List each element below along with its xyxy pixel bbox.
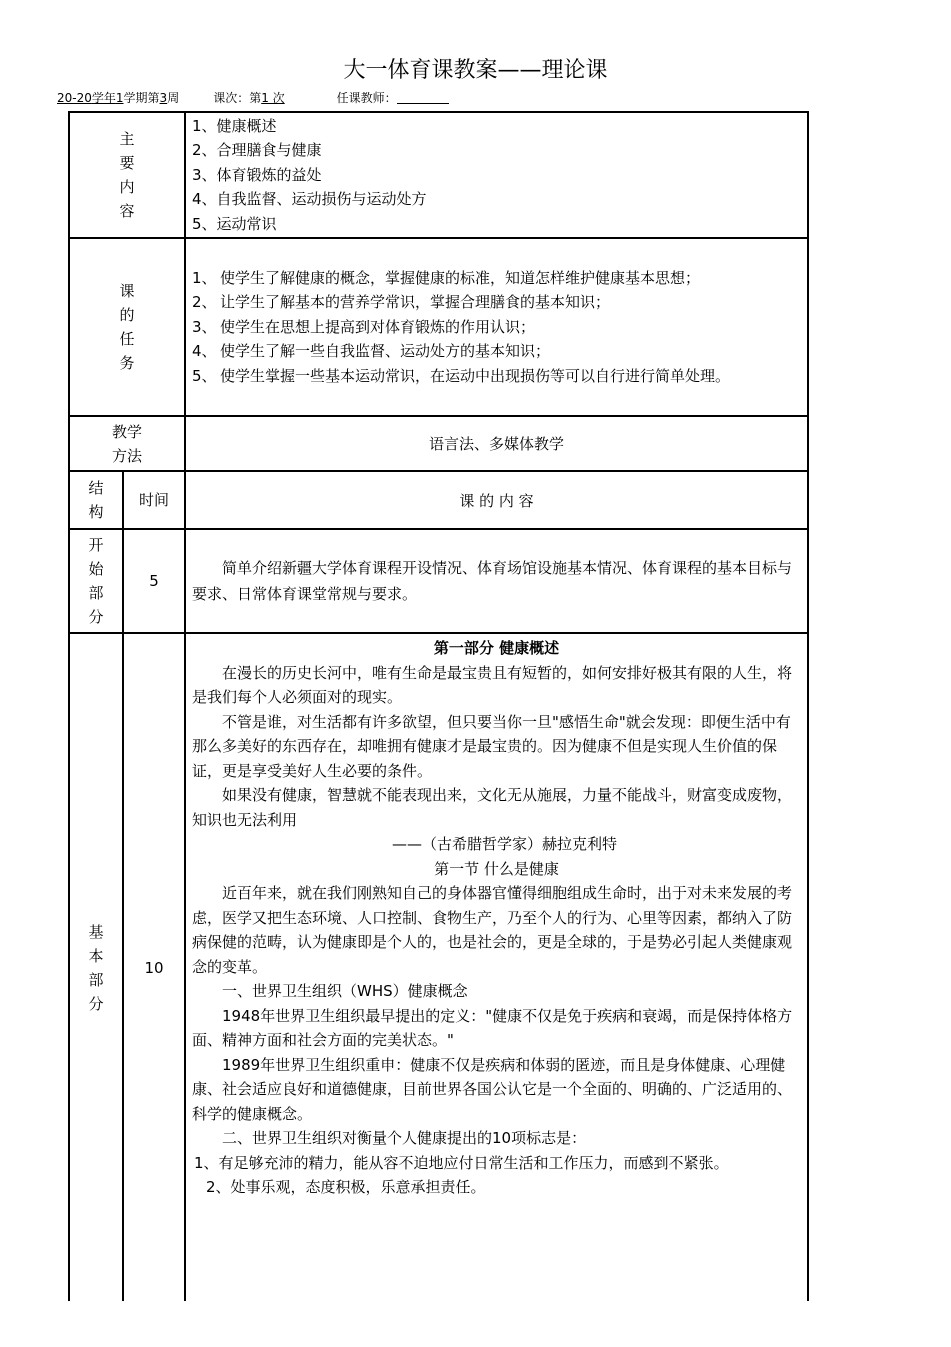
list-item: 2、合理膳食与健康 bbox=[192, 141, 322, 160]
part-heading: 第一部分 健康概述 bbox=[433, 639, 560, 657]
main-content-row bbox=[69, 112, 808, 238]
section-heading: 第一节 什么是健康 bbox=[434, 859, 559, 878]
method-value: 语言法、多媒体教学 bbox=[185, 416, 808, 471]
basic-row bbox=[69, 633, 808, 1301]
basic-time: 10 bbox=[123, 633, 185, 1301]
document-title: 大一体育课教案——理论课 bbox=[343, 58, 608, 83]
paragraph: 1948年世界卫生组织最早提出的定义："健康不仅是免于疾病和衰竭，而是保持体格方面、精神方面和社会方面的完美状态。" bbox=[192, 1006, 793, 1049]
paragraph: 近百年来，就在我们刚熟知自己的身体器官懂得细胞组成生命时，出于对未来发展的考虑，医学又把生态环境、人口控制、食物生产，乃至个人的行为、心里等因素，都纳入了防病保健的范畴，认为健康即是个人的，也是社会的，更是全球的，于是势必引起人类健康观念的变革。 bbox=[192, 884, 793, 976]
semester-number: 1 bbox=[115, 91, 124, 105]
list-item: 5、 使学生掌握一些基本运动常识，在运动中出现损伤等可以自行进行简单处理。 bbox=[192, 366, 731, 385]
basic-content bbox=[185, 633, 808, 1301]
paragraph: 如果没有健康，智慧就不能表现出来，文化无从施展，力量不能战斗，财富变成废物，知识也无法利用 bbox=[192, 786, 793, 829]
structure-header: 结 构 bbox=[69, 471, 123, 529]
opening-label: 开 始 部 分 bbox=[69, 529, 123, 633]
list-item: 1、 使学生了解健康的概念，掌握健康的标准，知道怎样维护健康基本思想； bbox=[192, 268, 701, 287]
school-year-suffix: 学年 bbox=[91, 91, 116, 105]
paragraph: 一、世界卫生组织（WHS）健康概念 bbox=[222, 982, 468, 1000]
tasks-list bbox=[185, 238, 808, 416]
list-item: 4、 使学生了解一些自我监督、运动处方的基本知识； bbox=[192, 342, 551, 361]
lesson-plan-table bbox=[68, 111, 809, 1301]
tasks-row bbox=[69, 238, 808, 416]
method-label: 教学 方法 bbox=[69, 416, 185, 471]
list-item: 3、体育锻炼的益处 bbox=[192, 165, 322, 184]
header-row bbox=[69, 471, 808, 529]
method-row bbox=[69, 416, 808, 471]
list-item: 2、 让学生了解基本的营养学常识，掌握合理膳食的基本知识； bbox=[192, 293, 611, 312]
list-item: 4、自我监督、运动损伤与运动处方 bbox=[192, 190, 427, 209]
paragraph: 在漫长的历史长河中，唯有生命是最宝贵且有短暂的，如何安排好极其有限的人生，将是我们每个人必须面对的现实。 bbox=[192, 663, 793, 706]
main-content-label: 主 要 内 容 bbox=[69, 112, 185, 238]
basic-label: 基 本 部 分 bbox=[69, 633, 123, 1301]
opening-time: 5 bbox=[123, 529, 185, 633]
teacher-blank bbox=[397, 103, 449, 104]
paragraph: 1、有足够充沛的精力，能从容不迫地应付日常生活和工作压力，而感到不紧张。 bbox=[194, 1153, 729, 1172]
lesson-meta bbox=[57, 90, 449, 106]
week-suffix: 周 bbox=[167, 91, 180, 105]
paragraph: 2、处事乐观，态度积极，乐意承担责任。 bbox=[206, 1178, 486, 1196]
paragraph: 不管是谁，对生活都有许多欲望，但只要当你一旦"感悟生命"就会发现：即便生活中有那么多美好的东西存在，却唯拥有健康才是最宝贵的。因为健康不但是实现人生价值的保证，更是享受美好人生必要的条件。 bbox=[192, 712, 791, 780]
semester-suffix: 学期第 bbox=[123, 91, 160, 105]
opening-row bbox=[69, 529, 808, 633]
lesson-label: 课次：第 bbox=[213, 91, 262, 105]
paragraph: 二、世界卫生组织对衡量个人健康提出的10项标志是： bbox=[222, 1129, 587, 1147]
quote-attribution: ——（古希腊哲学家）赫拉克利特 bbox=[392, 835, 618, 853]
paragraph: 1989年世界卫生组织重申：健康不仅是疾病和体弱的匿迹，而且是身体健康、心理健康、社会适应良好和道德健康，目前世界各国公认它是一个全面的、明确的、广泛适用的、科学的健康概念。 bbox=[192, 1055, 793, 1123]
tasks-label: 课 的 任 务 bbox=[69, 238, 185, 416]
list-item: 1、健康概述 bbox=[192, 116, 277, 135]
school-year: 20-20 bbox=[57, 91, 92, 105]
opening-content: 简单介绍新疆大学体育课程开设情况、体育场馆设施基本情况、体育课程的基本目标与要求、日常体育课堂常规与要求。 bbox=[185, 529, 808, 633]
teacher-label: 任课教师： bbox=[336, 91, 397, 105]
time-header: 时间 bbox=[123, 471, 185, 529]
content-header: 课 的 内 容 bbox=[185, 471, 808, 529]
list-item: 3、 使学生在思想上提高到对体育锻炼的作用认识； bbox=[192, 317, 536, 336]
week-number: 3 bbox=[159, 91, 168, 105]
list-item: 5、运动常识 bbox=[192, 214, 277, 233]
main-content-list bbox=[185, 112, 808, 238]
lesson-number: 1 次 bbox=[261, 91, 285, 105]
